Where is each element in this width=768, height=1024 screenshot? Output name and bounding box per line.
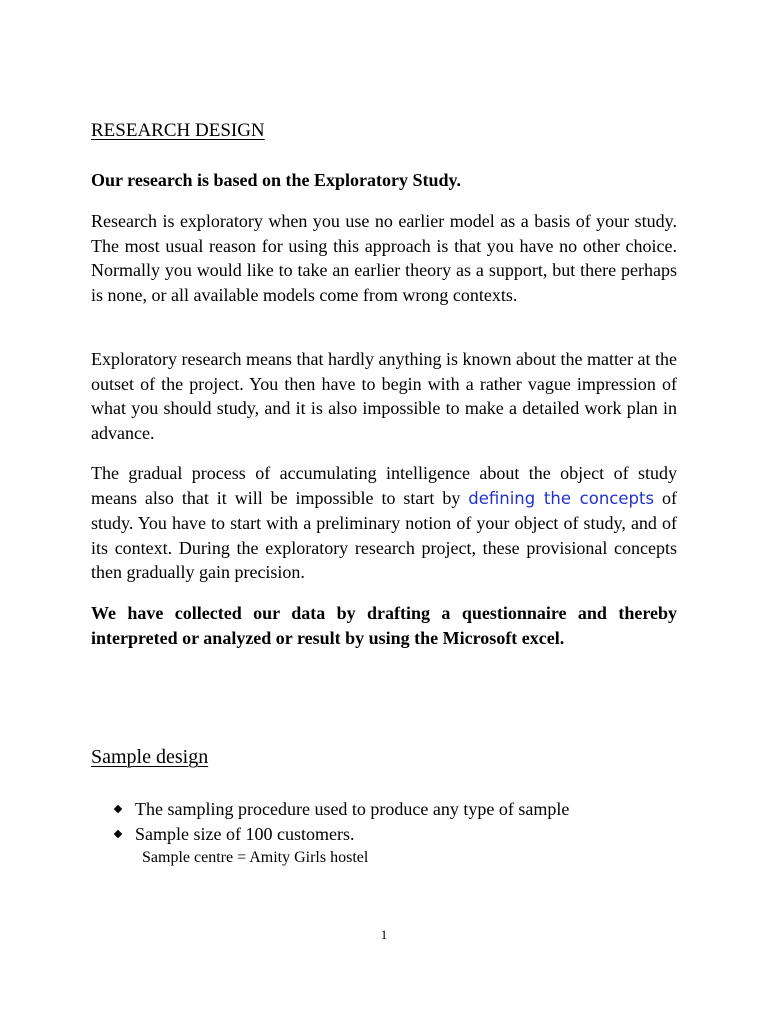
paragraph-exploratory-definition: Research is exploratory when you use no earlier model as a basis of your study. The most usual reason for using this approach is that you have no other choice. Normally you would like to take an earlier theory as a support, but there perhaps is none, or all available models come from wrong contexts. (91, 211, 677, 305)
page-title: RESEARCH DESIGN (91, 120, 265, 141)
paragraph-text-end: of study. You have to start with a preliminary notion of your object of study, and of its context. During the exploratory research project, these provisional concepts then gradually gain precision. (91, 487, 677, 582)
paragraph-text-start: The gradual process of accumulating intelligence about the object of study means also that it will be impossible to start by (91, 463, 677, 508)
paragraph-exploratory-meaning: Exploratory research means that hardly anything is known about the matter at the outset of the project. You then have to begin with a rather vague impression of what you should study, and it is also impossible to make a detailed work plan in advance. (91, 349, 677, 443)
defining-concepts-link[interactable]: defining the concepts (468, 488, 655, 508)
list-item (113, 822, 569, 847)
list-item-text: Sample size of 100 customers. (135, 824, 355, 844)
diamond-bullet-icon (114, 830, 122, 838)
diamond-bullet-icon (114, 805, 122, 813)
page-number: 1 (380, 927, 388, 942)
list-item (113, 797, 569, 822)
list-item-text: The sampling procedure used to produce any type of sample (135, 799, 570, 819)
sample-design-heading: Sample design (91, 746, 209, 768)
intro-statement: Our research is based on the Exploratory Study. (91, 170, 462, 190)
sample-centre-note: Sample centre = Amity Girls hostel (142, 849, 369, 866)
paragraph-gradual-process (91, 461, 677, 585)
sample-design-list (113, 797, 569, 847)
data-collection-statement: We have collected our data by drafting a questionnaire and thereby interpreted or analyzed or result by using the Microsoft excel. (91, 603, 677, 648)
